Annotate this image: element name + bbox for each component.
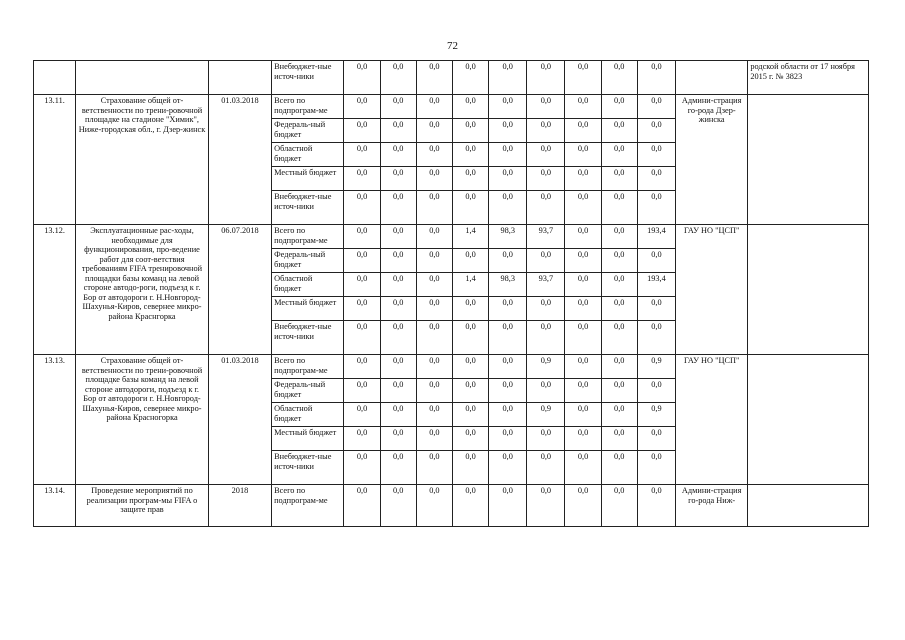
value-cell: 0,0 (416, 427, 452, 451)
value-cell: 0,0 (637, 119, 675, 143)
value-cell: 0,0 (416, 167, 452, 191)
value-cell: 0,0 (452, 355, 488, 379)
value-cell: 0,0 (601, 379, 637, 403)
value-cell: 0,9 (637, 355, 675, 379)
value-cell: 0,0 (565, 249, 601, 273)
value-cell: 0,0 (527, 191, 565, 225)
value-cell: 193,4 (637, 225, 675, 249)
table-row (34, 225, 869, 249)
value-cell: 0,0 (601, 273, 637, 297)
value-cell: 0,0 (565, 451, 601, 485)
executor-cell: ГАУ НО "ЦСП" (676, 355, 748, 485)
value-cell: 0,0 (416, 297, 452, 321)
value-cell: 0,0 (637, 61, 675, 95)
value-cell: 0,0 (380, 297, 416, 321)
program-activities-table (33, 60, 869, 527)
value-cell: 0,0 (344, 225, 380, 249)
activity-name-cell: Страхование общей от-ветственности по трени-ровочной площадке базы команд на левой стороне автодороги, подъезд к г. Бор от автодороги г. Н.Новгород-Шахунья-Киров, севернее микро-района Красногорка (76, 355, 209, 485)
value-cell: 0,0 (452, 451, 488, 485)
value-cell: 0,0 (380, 225, 416, 249)
value-cell: 193,4 (637, 273, 675, 297)
value-cell: 0,0 (452, 321, 488, 355)
value-cell: 98,3 (489, 225, 527, 249)
value-cell: 93,7 (527, 225, 565, 249)
funding-source-cell: Внебюджет-ные источ-ники (272, 321, 344, 355)
basis-cell (748, 355, 869, 485)
activity-name-cell (76, 61, 209, 95)
value-cell: 0,0 (416, 191, 452, 225)
value-cell: 0,0 (565, 355, 601, 379)
value-cell: 0,0 (380, 249, 416, 273)
value-cell: 0,0 (489, 451, 527, 485)
funding-source-cell: Федераль-ный бюджет (272, 379, 344, 403)
value-cell: 0,0 (565, 143, 601, 167)
value-cell: 0,0 (380, 191, 416, 225)
item-number-cell: 13.13. (34, 355, 76, 485)
value-cell: 0,0 (416, 485, 452, 527)
value-cell: 0,0 (344, 427, 380, 451)
funding-source-cell: Областной бюджет (272, 403, 344, 427)
value-cell: 0,0 (565, 427, 601, 451)
value-cell: 0,0 (452, 95, 488, 119)
value-cell: 0,0 (601, 191, 637, 225)
basis-cell (748, 485, 869, 527)
value-cell: 0,0 (601, 249, 637, 273)
table-row (34, 61, 869, 95)
item-number-cell: 13.14. (34, 485, 76, 527)
value-cell: 0,0 (565, 379, 601, 403)
value-cell: 0,0 (601, 485, 637, 527)
value-cell: 0,0 (380, 273, 416, 297)
value-cell: 0,0 (601, 297, 637, 321)
value-cell: 0,0 (565, 321, 601, 355)
value-cell: 0,0 (344, 321, 380, 355)
value-cell: 0,0 (452, 167, 488, 191)
value-cell: 0,0 (452, 143, 488, 167)
value-cell: 0,0 (452, 61, 488, 95)
value-cell: 0,0 (380, 427, 416, 451)
value-cell: 0,0 (489, 485, 527, 527)
value-cell: 0,0 (637, 143, 675, 167)
funding-source-cell: Внебюджет-ные источ-ники (272, 191, 344, 225)
value-cell: 0,0 (452, 119, 488, 143)
funding-source-cell: Всего по подпрограм-ме (272, 355, 344, 379)
value-cell: 0,0 (637, 191, 675, 225)
table-row (34, 355, 869, 379)
value-cell: 0,0 (344, 485, 380, 527)
value-cell: 0,0 (380, 119, 416, 143)
value-cell: 0,0 (344, 273, 380, 297)
funding-source-cell: Областной бюджет (272, 273, 344, 297)
value-cell: 0,0 (380, 403, 416, 427)
value-cell: 0,0 (489, 427, 527, 451)
value-cell: 0,0 (527, 451, 565, 485)
value-cell: 0,0 (416, 403, 452, 427)
activity-name-cell: Страхование общей от-ветственности по трени-ровочной площадке на стадионе "Химик", Ниже-городская обл., г. Дзер-жинск (76, 95, 209, 225)
value-cell: 0,0 (416, 321, 452, 355)
activity-name-cell: Эксплуатационные рас-ходы, необходимые для функционирования, про-ведение работ для соот-ветствия требованиям FIFA тренировочной площадки базы команд на левой стороне автодо-роги, подъезд к г. Бор от автодороги г. Н.Новгород-Шахунья-Киров, севернее микро-района Краснгорка (76, 225, 209, 355)
value-cell: 0,0 (380, 451, 416, 485)
value-cell: 0,0 (565, 61, 601, 95)
executor-cell: Админи-страция го-рода Дзер-жинска (676, 95, 748, 225)
funding-source-cell: Всего по подпрограм-ме (272, 95, 344, 119)
value-cell: 0,9 (637, 403, 675, 427)
value-cell: 0,0 (380, 143, 416, 167)
value-cell: 0,0 (565, 273, 601, 297)
value-cell: 0,0 (416, 61, 452, 95)
value-cell: 0,0 (344, 297, 380, 321)
value-cell: 0,0 (416, 249, 452, 273)
value-cell: 0,0 (637, 249, 675, 273)
value-cell: 0,0 (452, 297, 488, 321)
value-cell: 0,0 (637, 485, 675, 527)
value-cell: 0,0 (637, 297, 675, 321)
value-cell: 0,0 (416, 379, 452, 403)
value-cell: 0,0 (601, 167, 637, 191)
value-cell: 0,0 (416, 119, 452, 143)
executor-cell: ГАУ НО "ЦСП" (676, 225, 748, 355)
value-cell: 0,0 (565, 403, 601, 427)
value-cell: 0,0 (601, 61, 637, 95)
value-cell: 0,0 (489, 297, 527, 321)
value-cell: 0,9 (527, 403, 565, 427)
page-number: 72 (447, 40, 458, 52)
value-cell: 0,0 (344, 355, 380, 379)
value-cell: 0,0 (565, 485, 601, 527)
value-cell: 0,0 (380, 95, 416, 119)
value-cell: 0,0 (489, 249, 527, 273)
value-cell: 0,0 (601, 119, 637, 143)
value-cell: 0,0 (565, 167, 601, 191)
value-cell: 0,0 (527, 167, 565, 191)
value-cell: 0,0 (380, 61, 416, 95)
table-row (34, 95, 869, 119)
value-cell: 0,0 (565, 119, 601, 143)
value-cell: 0,0 (565, 191, 601, 225)
value-cell: 0,0 (344, 119, 380, 143)
value-cell: 0,0 (416, 225, 452, 249)
value-cell: 0,0 (452, 191, 488, 225)
funding-source-cell: Внебюджет-ные источ-ники (272, 451, 344, 485)
value-cell: 0,0 (601, 143, 637, 167)
funding-source-cell: Федераль-ный бюджет (272, 249, 344, 273)
value-cell: 1,4 (452, 273, 488, 297)
value-cell: 0,0 (380, 167, 416, 191)
value-cell: 0,9 (527, 355, 565, 379)
executor-cell: Админи-страция го-рода Ниж- (676, 485, 748, 527)
value-cell: 0,0 (344, 249, 380, 273)
value-cell: 0,0 (380, 355, 416, 379)
value-cell: 0,0 (527, 379, 565, 403)
value-cell: 0,0 (601, 403, 637, 427)
value-cell: 0,0 (380, 379, 416, 403)
item-number-cell (34, 61, 76, 95)
value-cell: 0,0 (416, 355, 452, 379)
value-cell: 0,0 (637, 321, 675, 355)
table-row (34, 485, 869, 527)
value-cell: 0,0 (344, 95, 380, 119)
value-cell: 0,0 (601, 427, 637, 451)
value-cell: 0,0 (344, 451, 380, 485)
value-cell: 0,0 (527, 321, 565, 355)
value-cell: 0,0 (380, 485, 416, 527)
value-cell: 0,0 (452, 427, 488, 451)
value-cell: 0,0 (489, 143, 527, 167)
value-cell: 0,0 (489, 167, 527, 191)
value-cell: 0,0 (416, 143, 452, 167)
value-cell: 0,0 (637, 427, 675, 451)
value-cell: 1,4 (452, 225, 488, 249)
value-cell: 98,3 (489, 273, 527, 297)
value-cell: 93,7 (527, 273, 565, 297)
value-cell: 0,0 (416, 451, 452, 485)
value-cell: 0,0 (489, 95, 527, 119)
basis-cell (748, 95, 869, 225)
value-cell: 0,0 (527, 61, 565, 95)
basis-cell: родской области от 17 ноября 2015 г. № 3823 (748, 61, 869, 95)
funding-source-cell: Внебюджет-ные источ-ники (272, 61, 344, 95)
value-cell: 0,0 (565, 225, 601, 249)
value-cell: 0,0 (416, 95, 452, 119)
value-cell: 0,0 (601, 225, 637, 249)
value-cell: 0,0 (601, 321, 637, 355)
value-cell: 0,0 (489, 191, 527, 225)
value-cell: 0,0 (489, 321, 527, 355)
executor-cell (676, 61, 748, 95)
funding-source-cell: Местный бюджет (272, 297, 344, 321)
deadline-cell: 01.03.2018 (208, 95, 271, 225)
value-cell: 0,0 (565, 95, 601, 119)
deadline-cell: 2018 (208, 485, 271, 527)
value-cell: 0,0 (601, 95, 637, 119)
value-cell: 0,0 (344, 379, 380, 403)
value-cell: 0,0 (637, 379, 675, 403)
value-cell: 0,0 (452, 485, 488, 527)
value-cell: 0,0 (601, 355, 637, 379)
value-cell: 0,0 (344, 61, 380, 95)
value-cell: 0,0 (489, 61, 527, 95)
value-cell: 0,0 (565, 297, 601, 321)
item-number-cell: 13.12. (34, 225, 76, 355)
value-cell: 0,0 (527, 249, 565, 273)
value-cell: 0,0 (637, 95, 675, 119)
funding-source-cell: Местный бюджет (272, 427, 344, 451)
value-cell: 0,0 (452, 379, 488, 403)
value-cell: 0,0 (452, 249, 488, 273)
value-cell: 0,0 (344, 143, 380, 167)
deadline-cell (208, 61, 271, 95)
funding-source-cell: Всего по подпрограм-ме (272, 225, 344, 249)
funding-source-cell: Всего по подпрограм-ме (272, 485, 344, 527)
value-cell: 0,0 (489, 403, 527, 427)
funding-source-cell: Федераль-ный бюджет (272, 119, 344, 143)
item-number-cell: 13.11. (34, 95, 76, 225)
activity-name-cell: Проведение мероприятий по реализации програм-мы FIFA о защите прав (76, 485, 209, 527)
value-cell: 0,0 (527, 95, 565, 119)
value-cell: 0,0 (344, 191, 380, 225)
value-cell: 0,0 (527, 485, 565, 527)
deadline-cell: 01.03.2018 (208, 355, 271, 485)
value-cell: 0,0 (452, 403, 488, 427)
basis-cell (748, 225, 869, 355)
value-cell: 0,0 (527, 119, 565, 143)
value-cell: 0,0 (527, 143, 565, 167)
value-cell: 0,0 (344, 167, 380, 191)
value-cell: 0,0 (601, 451, 637, 485)
value-cell: 0,0 (489, 379, 527, 403)
value-cell: 0,0 (637, 167, 675, 191)
value-cell: 0,0 (527, 427, 565, 451)
deadline-cell: 06.07.2018 (208, 225, 271, 355)
value-cell: 0,0 (344, 403, 380, 427)
value-cell: 0,0 (637, 451, 675, 485)
value-cell: 0,0 (380, 321, 416, 355)
value-cell: 0,0 (489, 355, 527, 379)
value-cell: 0,0 (489, 119, 527, 143)
funding-source-cell: Местный бюджет (272, 167, 344, 191)
value-cell: 0,0 (416, 273, 452, 297)
value-cell: 0,0 (527, 297, 565, 321)
funding-source-cell: Областной бюджет (272, 143, 344, 167)
